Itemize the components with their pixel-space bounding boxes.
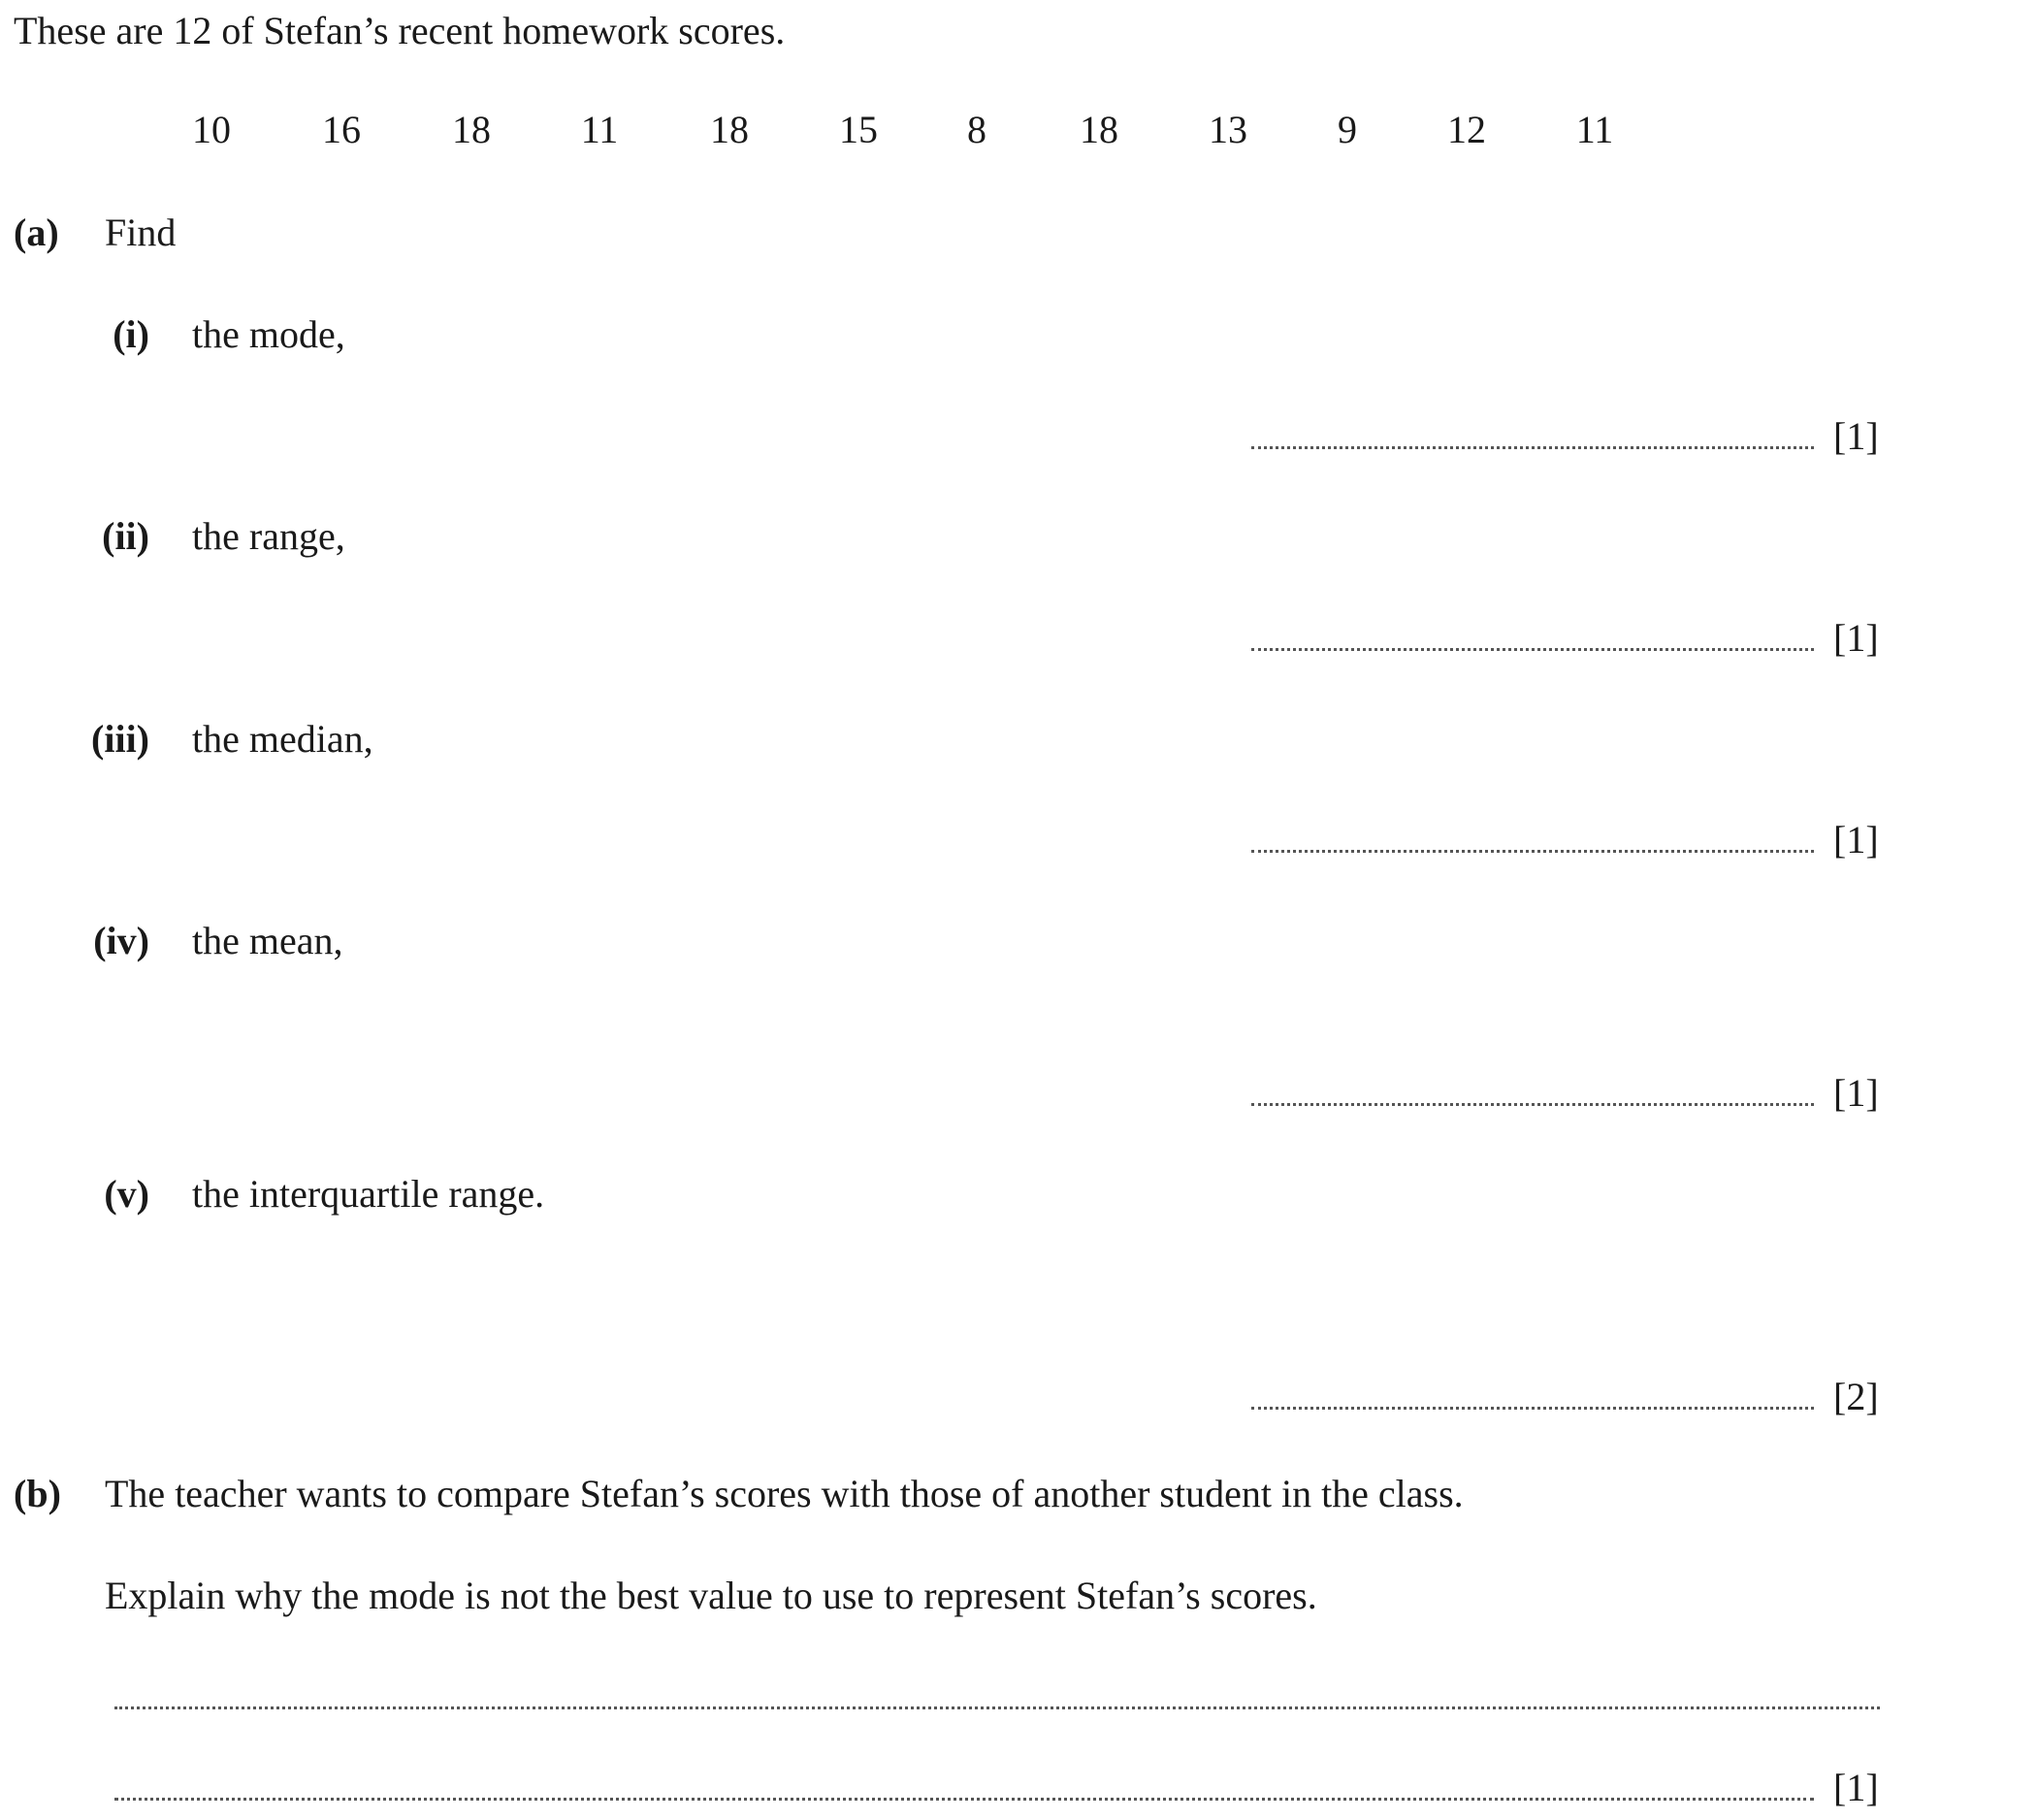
score-value: 12 [1447,108,1486,151]
subpart-text: the range, [192,514,345,558]
answer-line-ii[interactable] [1251,648,1814,651]
part-b-label: (b) [14,1472,61,1515]
subpart-label: (ii) [102,514,149,558]
marks-label: [1] [1833,616,1879,660]
part-b-question: Explain why the mode is not the best value to use to represent Stefan’s scores. [105,1574,1317,1617]
answer-line-i[interactable] [1251,446,1814,449]
marks-label: [1] [1833,1766,1879,1809]
subpart-text: the mode, [192,312,345,356]
answer-line-b-2[interactable] [114,1798,1814,1801]
subpart-text: the median, [192,717,373,761]
part-b-text: The teacher wants to compare Stefan’s scores with those of another student in the class. [105,1472,1464,1515]
score-value: 10 [192,108,231,151]
answer-line-iv[interactable] [1251,1103,1814,1106]
subpart-text: the mean, [192,919,343,962]
score-value: 15 [839,108,878,151]
score-value: 9 [1338,108,1357,151]
score-value: 13 [1209,108,1247,151]
score-value: 11 [1575,108,1614,151]
score-value: 18 [452,108,491,151]
intro-text: These are 12 of Stefan’s recent homework scores. [14,9,786,52]
subpart-label: (i) [113,312,149,356]
subpart-text: the interquartile range. [192,1172,545,1216]
subpart-label: (iii) [91,717,149,761]
score-value: 11 [580,108,619,151]
marks-label: [1] [1833,818,1879,861]
answer-line-b-1[interactable] [114,1706,1880,1709]
answer-line-v[interactable] [1251,1407,1814,1410]
marks-label: [2] [1833,1375,1879,1418]
part-a-text: Find [105,211,177,254]
marks-label: [1] [1833,1071,1879,1115]
score-value: 8 [967,108,986,151]
score-value: 18 [1080,108,1118,151]
marks-label: [1] [1833,414,1879,458]
score-value: 16 [322,108,361,151]
part-a-label: (a) [14,211,59,254]
score-value: 18 [710,108,749,151]
answer-line-iii[interactable] [1251,850,1814,853]
subpart-label: (v) [104,1172,149,1216]
subpart-label: (iv) [93,919,149,962]
